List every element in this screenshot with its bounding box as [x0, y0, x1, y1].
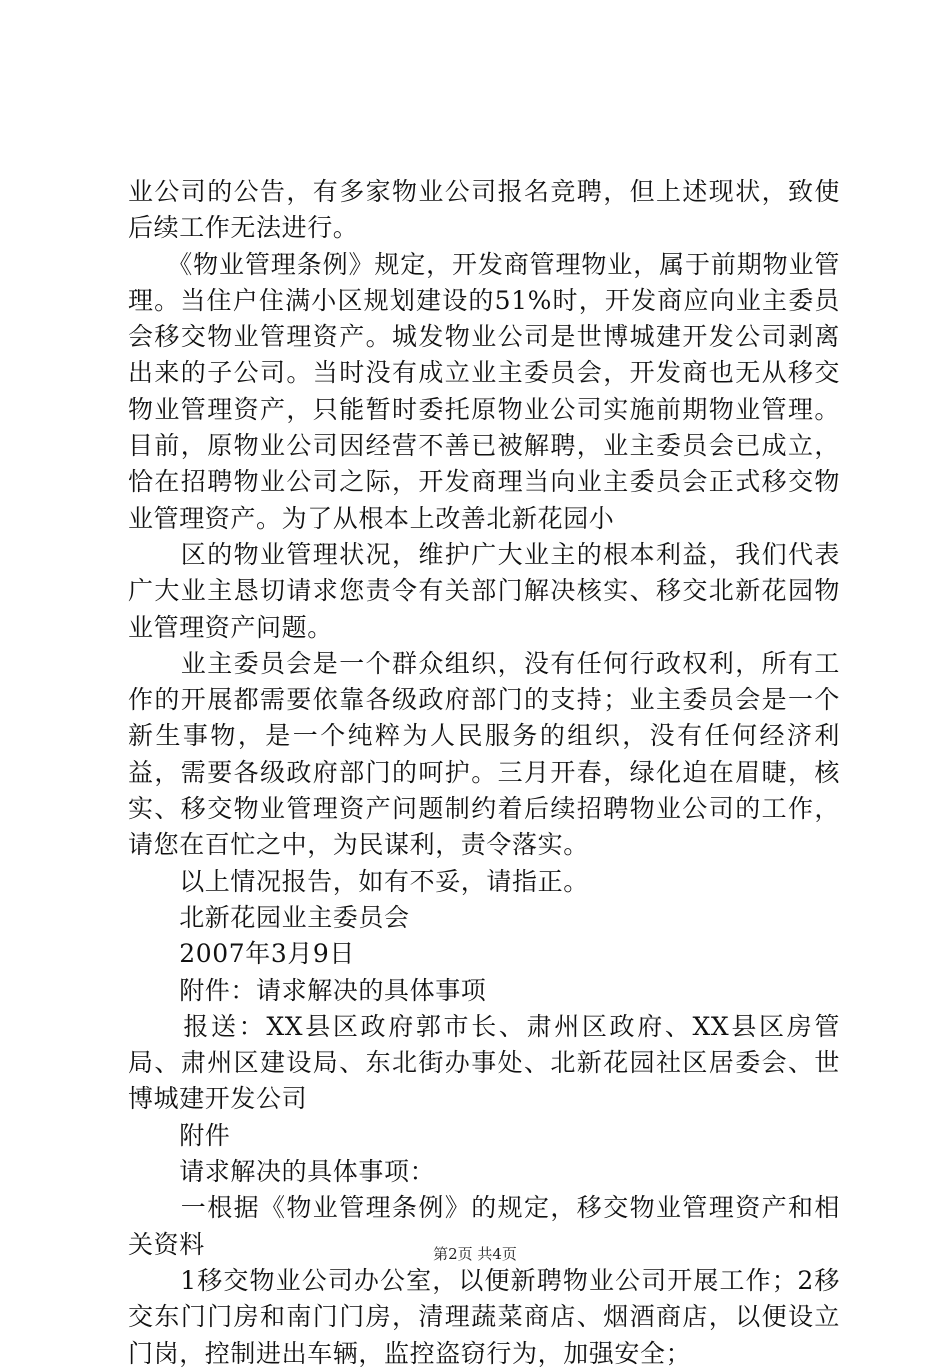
signature-org: 北新花园业主委员会	[128, 902, 410, 932]
list-item: 一根据《物业管理条例》的规定，移交物业管理资产和相关资料	[128, 1193, 840, 1259]
paragraph: 《物业管理条例》规定，开发商管理物业，属于前期物业管理。当住户住满小区规划建设的51%时，开发商应向业主委员会移交物业管理资产。城发物业公司是世博城建开发公司剥离出来的子公司。当时没有成立业主委员会，开发商也无从移交物业管理资产，只能暂时委托原物业公司实施前期物业管理。目前，原物业公司因经营不善已被解聘，业主委员会已成立，恰在招聘物业公司之际，开发商理当向业主委员会正式移交物业管理资产。为了从根本上改善北新花园小	[128, 249, 840, 533]
attachment-subheading: 请求解决的具体事项：	[128, 1157, 436, 1187]
list-item: 1移交物业公司办公室，以便新聘物业公司开展工作；2移交东门门房和南门门房，清理蔬菜商店、烟酒商店，以便设立门岗，控制进出车辆，监控盗窃行为，加强安全；	[128, 1265, 840, 1368]
document-body	[128, 174, 840, 1372]
attachment-line: 附件：请求解决的具体事项	[128, 975, 487, 1005]
paragraph: 业公司的公告，有多家物业公司报名竞聘，但上述现状，致使后续工作无法进行。	[128, 177, 840, 243]
signature-date: 2007年3月9日	[128, 939, 356, 969]
paragraph: 业主委员会是一个群众组织，没有任何行政权利，所有工作的开展都需要依靠各级政府部门的支持；业主委员会是一个新生事物，是一个纯粹为人民服务的组织，没有任何经济利益，需要各级政府部门的呵护。三月开春，绿化迫在眉睫，核实、移交物业管理资产问题制约着后续招聘物业公司的工作，请您在百忙之中，为民谋利，责令落实。	[128, 648, 840, 860]
recipients-line: 报送：XX县区政府郭市长、肃州区政府、XX县区房管局、肃州区建设局、东北街办事处、北新花园社区居委会、世博城建开发公司	[128, 1011, 840, 1114]
page-number: 第2页 共4页	[433, 1245, 517, 1263]
closing-line: 以上情况报告，如有不妥，请指正。	[128, 866, 589, 896]
paragraph: 区的物业管理状况，维护广大业主的根本利益，我们代表广大业主恳切请求您责令有关部门解决核实、移交北新花园物业管理资产问题。	[128, 539, 840, 642]
attachment-heading: 附件	[128, 1120, 231, 1150]
